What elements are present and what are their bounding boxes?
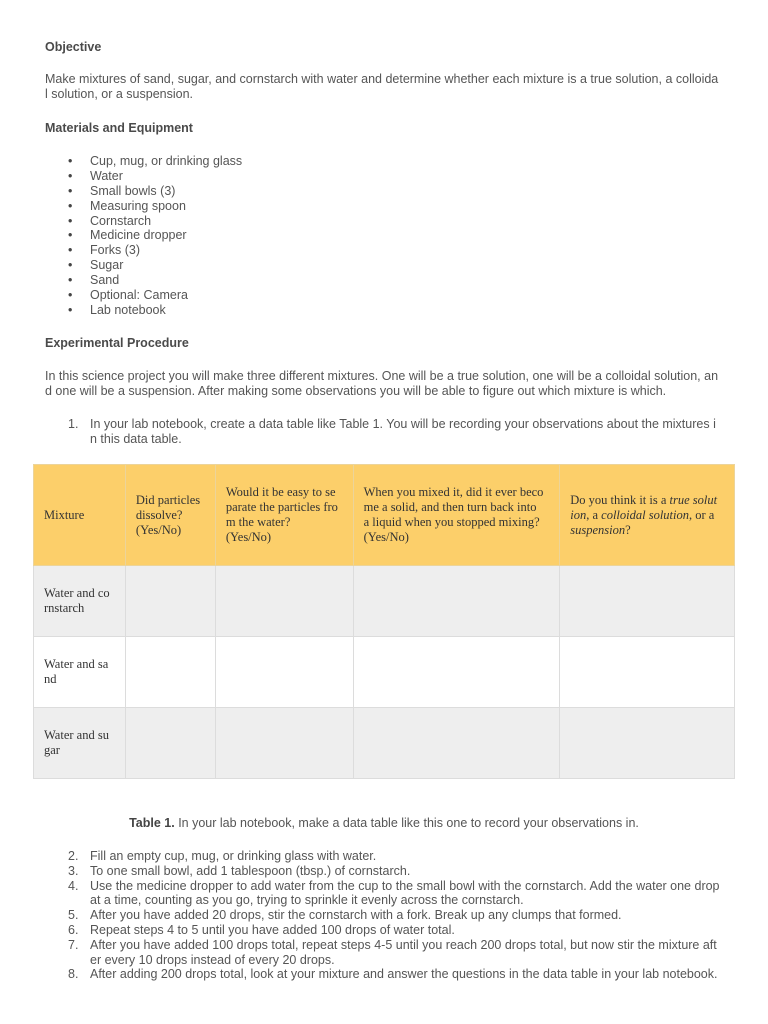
table-cell	[215, 566, 353, 637]
table-cell	[215, 708, 353, 779]
mixture-cell: Water and co rnstarch	[34, 566, 126, 637]
materials-list	[90, 154, 242, 318]
table-cell	[353, 566, 560, 637]
procedure-step-1	[68, 417, 716, 447]
table-cell	[125, 566, 215, 637]
list-item: • Measuring spoon	[90, 199, 242, 214]
table-cell	[560, 708, 735, 779]
materials-heading: Materials and Equipment	[45, 121, 193, 135]
table-cell	[560, 637, 735, 708]
list-item: 6. Repeat steps 4 to 5 until you have added 100 drops of water total.	[68, 922, 455, 937]
list-item: • Cornstarch	[90, 214, 242, 229]
table-header-row	[34, 465, 735, 566]
header-dissolve: Did particles dissolve? (Yes/No)	[125, 465, 215, 566]
objective-heading: Objective	[45, 40, 102, 54]
mixture-cell: Water and su gar	[34, 708, 126, 779]
list-item: • Sugar	[90, 258, 242, 273]
table-cell	[215, 637, 353, 708]
table-cell	[125, 637, 215, 708]
header-separate: Would it be easy to se parate the particles fro m the water? (Yes/No)	[215, 465, 353, 566]
list-item: • Forks (3)	[90, 243, 242, 258]
list-item: • Lab notebook	[90, 303, 242, 318]
list-item: 2. Fill an empty cup, mug, or drinking glass with water.	[68, 849, 377, 863]
table-row	[34, 566, 735, 637]
list-item: • Water	[90, 169, 242, 184]
list-item: 7. After you have added 100 drops total, repeat steps 4-5 until you reach 200 drops total, but now stir the mixture aft er every 10 drops instead of every 20 drops.	[68, 937, 717, 967]
table-caption: Table 1. In your lab notebook, make a data table like this one to record your observations in.	[129, 816, 639, 830]
list-item: • Cup, mug, or drinking glass	[90, 154, 242, 169]
procedure-heading: Experimental Procedure	[45, 336, 189, 350]
table-row	[34, 708, 735, 779]
header-mixture: Mixture	[34, 465, 126, 566]
procedure-steps	[68, 849, 730, 982]
list-item: 4. Use the medicine dropper to add water from the cup to the small bowl with the cornstarch. Add the water one drop at a time, counting as you go, trying to sprinkle it evenly across the cornstarch.	[68, 878, 720, 908]
table-cell	[353, 637, 560, 708]
list-item: • Sand	[90, 273, 242, 288]
list-item: • Medicine dropper	[90, 228, 242, 243]
list-item: 3. To one small bowl, add 1 tablespoon (tbsp.) of cornstarch.	[68, 863, 411, 878]
table-cell	[560, 566, 735, 637]
table-row	[34, 637, 735, 708]
list-item: • Small bowls (3)	[90, 184, 242, 199]
header-classification: Do you think it is a true solut ion, a colloidal solution, or a suspension?	[560, 465, 735, 566]
list-item: 8. After adding 200 drops total, look at your mixture and answer the questions in the data table in your lab notebook.	[68, 967, 718, 982]
table-cell	[125, 708, 215, 779]
observations-table	[33, 464, 735, 779]
list-item: 5. After you have added 20 drops, stir the cornstarch with a fork. Break up any clumps that formed.	[68, 908, 622, 923]
procedure-intro: In this science project you will make three different mixtures. One will be a true solution, one will be a colloidal solution, an d one will be a suspension. After making some observations you will be able to figure out which mixture is which.	[45, 369, 719, 398]
objective-text: Make mixtures of sand, sugar, and cornstarch with water and determine whether each mixture is a true solution, a colloida l solution, or a suspension.	[45, 72, 719, 101]
mixture-cell: Water and sa nd	[34, 637, 126, 708]
list-item: • Optional: Camera	[90, 288, 242, 303]
table-cell	[353, 708, 560, 779]
list-item: 1. In your lab notebook, create a data table like Table 1. You will be recording your observations about the mixtures i n this data table.	[68, 417, 716, 446]
header-solid: When you mixed it, did it ever beco me a solid, and then turn back into a liquid when you stopped mixing? (Yes/No)	[353, 465, 560, 566]
